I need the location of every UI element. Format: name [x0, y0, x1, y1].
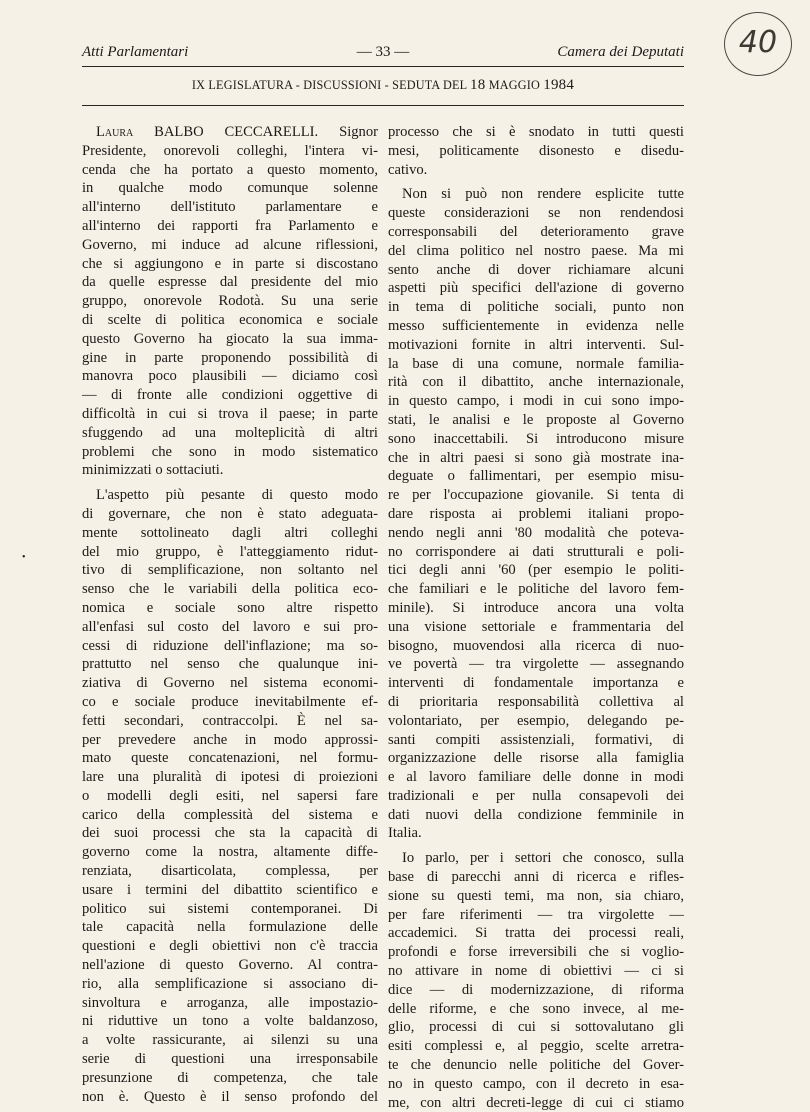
text-line: serie di questioni una irresponsabile: [82, 1051, 378, 1068]
text-line: non è. Questo è il senso profondo del: [82, 1088, 378, 1105]
text-line: manovra poco plausibili — diciamo così: [82, 368, 378, 385]
text-line: ve povertà — tra virgolette — assegnando: [388, 656, 684, 673]
text-line: carico della complessità del sistema e: [82, 806, 378, 823]
text-line: difficoltà in cui si trova il paese; in parte: [82, 405, 378, 422]
text-line: delle riforme, e che sono invece, al me-: [388, 1000, 684, 1017]
text-line: organizzazione delle risorse alla famiglia: [388, 750, 684, 767]
speaker-last-name: BALBO CECCARELLI.: [133, 124, 340, 140]
text-line: cenda che ha portato a questo momento,: [82, 161, 378, 178]
text-line: no in questo campo, con il decreto in esa-: [388, 1075, 684, 1092]
text-line: tivo di semplificazione, non soltanto nel: [82, 562, 378, 579]
text-line: no corrispondere ai dati strutturali e poli-: [388, 543, 684, 560]
header-rule: [82, 66, 684, 67]
text-line: no attivare in nome di obiettivi — ci si: [388, 963, 684, 980]
text-line: che si aggiungono e in parte si discostano: [82, 255, 378, 272]
session-header-text: IX LEGISLATURA - DISCUSSIONI - SEDUTA DEL: [191, 78, 467, 92]
text-line: Presidente, onorevoli colleghi, l'intera vi-: [82, 142, 378, 159]
text-line: o modelli degli esiti, nel sapersi fare: [82, 787, 378, 804]
text-line: re per l'occupazione giovanile. Si tenta di: [388, 487, 684, 504]
text-line: bisogno, muovendosi alla ricerca di nuo-: [388, 637, 684, 654]
text-line: Io parlo, per i settori che conosco, sulla: [402, 850, 684, 867]
text-line: messo sufficientemente in evidenza nelle: [388, 317, 684, 334]
running-header: [82, 40, 684, 64]
text-line: me, con altri decreti-legge di cui ci stiamo: [388, 1094, 684, 1111]
text-line: Governo, mi induce ad alcune riflessioni,: [82, 236, 378, 253]
text-line: questo Governo ha giocato la sua imma-: [82, 330, 378, 347]
text-line: processo che si è snodato in tutti questi: [388, 124, 684, 140]
text-line: gruppo, onorevole Rodotà. Su una serie: [82, 293, 378, 310]
text-line: te che denuncio nelle politiche del Gover-: [388, 1057, 684, 1074]
text-line: nomica e sociale sono altre rispetto: [82, 599, 378, 616]
text-line: da quelle espresse dal presidente del mio: [82, 274, 378, 291]
text-line: lare una pluralità di ipotesi di proiezioni: [82, 769, 378, 786]
text-line: una visione settoriale e frammentaria del: [388, 618, 684, 635]
text-line: mesi, politicamente disonesto e disedu-: [388, 142, 684, 159]
session-month: MAGGIO: [488, 78, 541, 92]
session-year: 1984: [543, 77, 575, 93]
text-line: tici degli anni '60 (per esempio le politi-: [388, 562, 684, 579]
text-line: di scelte di politica economica e sociale: [82, 311, 378, 328]
page-stamp-number: 40: [724, 12, 792, 76]
text-line: cessi di riduzione dell'inflazione; ma so-: [82, 637, 378, 654]
text-line: accademici. Si tratta dei processi reali,: [388, 925, 684, 942]
text-line: tale capacità nella formulazione delle: [82, 919, 378, 936]
text-line: rità con il dibattito, anche internazionale,: [388, 374, 684, 391]
text-line: glio, processi di cui si sottovalutano gli: [388, 1019, 684, 1036]
speaker-first-name: Laura: [96, 124, 134, 140]
text-line: minimizzati o sottaciuti.: [82, 462, 224, 479]
text-line: usare i termini del dibattito scientifico e: [82, 881, 378, 898]
text-line: deguate o fallimentari, per esempio misu-: [388, 468, 684, 485]
text-line: questioni e degli obiettivi non c'è traccia: [82, 938, 378, 955]
text-line: sento anche di dover richiamare alcuni: [388, 261, 684, 278]
text-line: dati nuovi della condizione femminile in: [388, 806, 684, 823]
header-chamber: Camera dei Deputati: [557, 44, 684, 60]
text-line: per prevedere anche in modo approssi-: [82, 731, 378, 748]
text-line: nell'azione di questo Governo. Al contra-: [82, 957, 378, 974]
text-line: tradizionali e per nulla consapevoli dei: [388, 787, 684, 804]
text-line: per fare riferimenti — tra virgolette —: [388, 906, 684, 923]
text-line: a volte rassicurante, ai silenzi su una: [82, 1032, 378, 1049]
text-line: base di parecchi anni di ricerca e rifles-: [388, 869, 684, 886]
text-line: renziata, disarticolata, complessa, per: [82, 863, 378, 880]
right-column: [388, 123, 684, 1112]
text-line: cativo.: [388, 161, 428, 178]
text-line: dare risposta ai problemi italiani propo-: [388, 505, 684, 522]
text-line: Italia.: [388, 825, 422, 842]
text-line: queste considerazioni se non rendendosi: [388, 205, 684, 222]
text-line: del clima politico nel nostro paese. Ma mi: [388, 242, 684, 259]
text-line: la base di una comune, normale familia-: [388, 355, 684, 372]
text-line: fetti secondari, contraccolpi. È nel sa-: [82, 712, 378, 729]
text-line: Non si può non rendere esplicite tutte: [402, 186, 684, 203]
text-line: di governare, che non è stato adeguata-: [82, 505, 378, 522]
text-line: mato queste concatenazioni, nel formu-: [82, 750, 378, 767]
text-line: sono inaccettabili. Si introducono misure: [388, 430, 684, 447]
session-header: [82, 77, 684, 94]
text-line: rio, alla semplificazione si associano di-: [82, 975, 378, 992]
text-line: governo come la nostra, altamente diffe-: [82, 844, 378, 861]
text-line: all'interno dell'istituto parlamentare e: [82, 199, 378, 216]
text-line: di prioritaria responsabilità collettiva al: [388, 693, 684, 710]
text-line: e al lavoro familiare delle donne in modi: [388, 769, 684, 786]
text-line: sfuggendo ad una molteplicità di altri: [82, 424, 378, 441]
page-number: — 33 —: [356, 44, 410, 60]
subheader-rule: [82, 105, 684, 106]
text-line: santi compiti assistenziali, formativi, di: [388, 731, 684, 748]
text-line: aspetti più specifici dell'azione di governo: [388, 280, 684, 297]
text-line: dei suoi processi che sta la capacità di: [82, 825, 378, 842]
text-line: volontariato, per esempio, delegando pe-: [388, 712, 684, 729]
text-line: dice — di modernizzazione, di riforma: [388, 981, 684, 998]
text-line: — di fronte alle condizioni oggettive di: [82, 387, 378, 404]
text-line: co e sociale produce inevitabilmente ef-: [82, 693, 378, 710]
text-line: in qualche modo comunque solenne: [82, 180, 378, 197]
text-line: ni riduttive un tono a volte baldanzoso,: [82, 1013, 378, 1030]
text-line: prattutto nel senso che qualunque ini-: [82, 656, 378, 673]
text-line: motivazioni fornite in altri interventi. Sul-: [388, 336, 684, 353]
text-line: esiti complessi e, al peggio, scelte arretra-: [388, 1038, 684, 1055]
margin-mark: •: [22, 552, 26, 563]
text-line: politico sui sistemi contemporanei. Di: [82, 900, 378, 917]
text-line: che in altri paesi si sono già mostrate ina-: [388, 449, 684, 466]
text-line: interventi di fondamentale importanza e: [388, 675, 684, 692]
text-line: gine in parte proponendo possibilità di: [82, 349, 378, 366]
text-line: sione su questi temi, ma non, sia chiaro,: [388, 887, 684, 904]
text-line: senso che le variabili della politica eco-: [82, 581, 378, 598]
session-day: 18: [470, 77, 486, 93]
text-line: del mio gruppo, è l'atteggiamento ridut-: [82, 543, 378, 560]
text-line: profondi e forse irreversibili che si voglio-: [388, 944, 684, 961]
text-line: in questo campo, i modi in cui sono impo-: [388, 393, 684, 410]
speech-opening: Signor: [339, 124, 378, 140]
text-line: problemi che sono in modo sistematico: [82, 443, 378, 460]
text-line: L'aspetto più pesante di questo modo: [96, 487, 378, 504]
text-line: all'interno dei rapporti fra Parlamento e: [82, 217, 378, 234]
text-line: in tema di politiche sociali, punto non: [388, 299, 684, 316]
left-column: [82, 123, 378, 1106]
text-line: corresponsabili del deterioramento grave: [388, 223, 684, 240]
text-line: all'enfasi sul costo del lavoro e sui pro-: [82, 618, 378, 635]
header-publication: Atti Parlamentari: [82, 44, 189, 60]
text-line: che familiari e le politiche del lavoro fem-: [388, 581, 684, 598]
text-line: minile). Si introduce ancora una volta: [388, 599, 684, 616]
text-line: nendo negli anni '80 modalità che poteva-: [388, 524, 684, 541]
text-line: presunzione di competenza, che tale: [82, 1069, 378, 1086]
text-line: ziativa di Governo nel sistema economi-: [82, 675, 378, 692]
text-line: [82, 123, 378, 142]
text-line: stati, le analisi e le proposte al Governo: [388, 411, 684, 428]
text-line: mente sottolineato dagli altri colleghi: [82, 524, 378, 541]
text-line: sinvoltura e arroganza, alle impostazio-: [82, 994, 378, 1011]
